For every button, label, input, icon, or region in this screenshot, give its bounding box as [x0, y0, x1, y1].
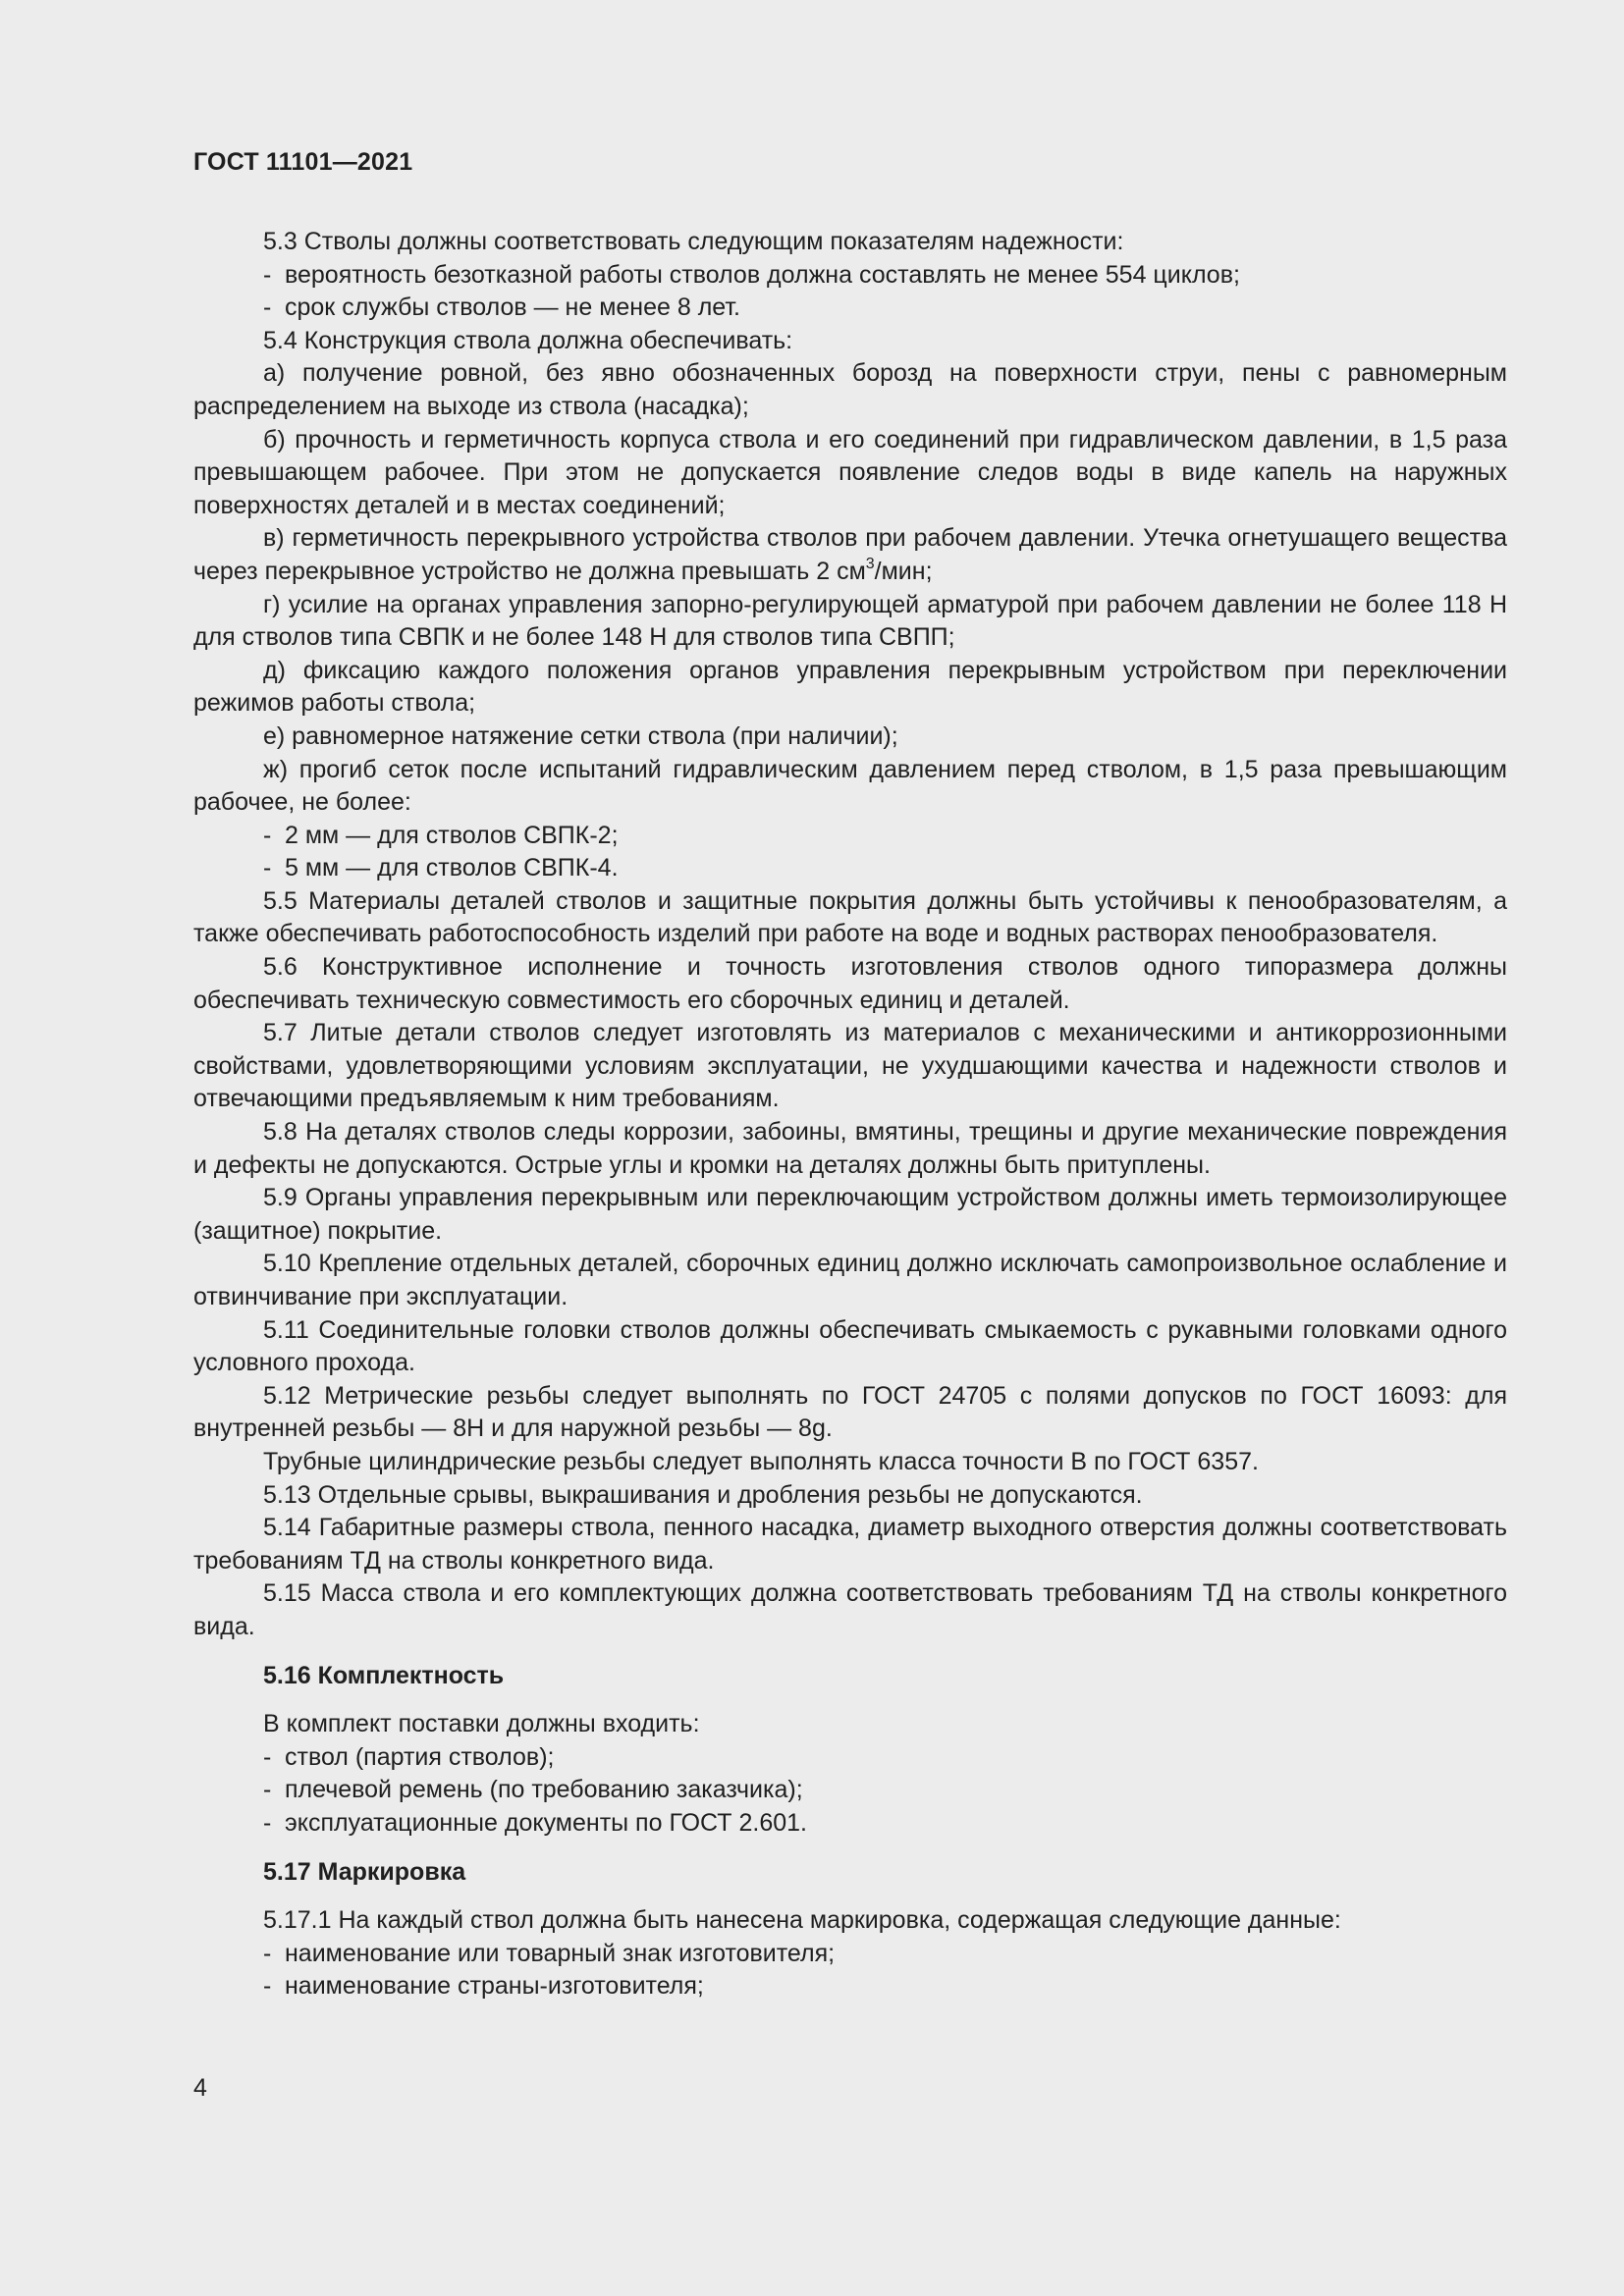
list-dash: - — [263, 821, 272, 849]
list-dash: - — [263, 1742, 272, 1771]
clause-5-12: 5.12 Метрические резьбы следует выполнять по ГОСТ 24705 с полями допусков по ГОСТ 16093: для внутренней резьбы — 8Н и для наружной резьбы — 8g. — [193, 1381, 1507, 1443]
clause-5-11: 5.11 Соединительные головки стволов должны обеспечивать смыкаемость с рукавными головками одного условного прохода. — [193, 1315, 1507, 1377]
list-dash: - — [263, 854, 272, 882]
clause-5-5: 5.5 Материалы деталей стволов и защитные покрытия должны быть устойчивы к пенообразователям, а также обеспечивать работоспособность изделий при работе на воде и водных растворах пенообразователя. — [193, 886, 1507, 948]
list-item: - вероятность безотказной работы стволов должна составлять не менее 554 циклов; — [193, 259, 1507, 293]
list-item: - 2 мм — для стволов СВПК-2; — [193, 820, 1507, 853]
clause-5-4-a: а) получение ровной, без явно обозначенных борозд на поверхности струи, пены с равномерным распределением на выходе из ствола (насадка); — [193, 359, 1507, 420]
clause-5-7: 5.7 Литые детали стволов следует изготовлять из материалов с механическими и антикоррозионными свойствами, удовлетворяющими условиям эксплуатации, не ухудшающими качества и надежности стволов и отвечающими предъявляемым к ним требованиям. — [193, 1019, 1507, 1113]
clause-5-13: 5.13 Отдельные срывы, выкрашивания и дробления резьбы не допускаются. — [263, 1480, 1143, 1509]
list-dash: - — [263, 294, 272, 322]
list-item: - 5 мм — для стволов СВПК-4. — [193, 852, 1507, 885]
clause-5-4-d: д) фиксацию каждого положения органов управления перекрывным устройством при переключении режимов работы ствола; — [193, 656, 1507, 718]
list-item: - наименование или товарный знак изготовителя; — [193, 1938, 1507, 1971]
clause-5-10: 5.10 Крепление отдельных деталей, сборочных единиц должно исключать самопроизвольное ослабление и отвинчивание при эксплуатации. — [193, 1250, 1507, 1310]
list-dash: - — [263, 1808, 272, 1837]
clause-5-15: 5.15 Масса ствола и его комплектующих должна соответствовать требованиям ТД на стволы конкретного вида. — [193, 1579, 1507, 1640]
clause-5-14: 5.14 Габаритные размеры ствола, пенного насадка, диаметр выходного отверстия должны соответствовать требованиям ТД на стволы конкретного вида. — [193, 1514, 1507, 1575]
clause-5-6: 5.6 Конструктивное исполнение и точность изготовления стволов одного типоразмера должны обеспечивать техническую совместимость его сборочных единиц и деталей. — [193, 953, 1507, 1014]
document-header: ГОСТ 11101—2021 — [193, 148, 413, 176]
clause-5-17-1: 5.17.1 На каждый ствол должна быть нанесена маркировка, содержащая следующие данные: — [263, 1906, 1341, 1935]
clause-5-4-g: г) усилие на органах управления запорно-регулирующей арматурой при рабочем давлении не более 118 Н для стволов типа СВПК и не более 148 Н для стволов типа СВПП; — [193, 590, 1507, 652]
clause-5-3: 5.3 Стволы должны соответствовать следующим показателям надежности: — [263, 228, 1124, 255]
list-item: - срок службы стволов — не менее 8 лет. — [193, 292, 1507, 325]
list-item: - наименование страны-изготовителя; — [193, 1970, 1507, 2003]
clause-5-12-pipe-threads: Трубные цилиндрические резьбы следует выполнять класса точности В по ГОСТ 6357. — [263, 1447, 1259, 1475]
list-dash: - — [263, 260, 272, 289]
list-dash: - — [263, 1972, 272, 2001]
clause-5-4: 5.4 Конструкция ствола должна обеспечивать: — [263, 326, 793, 354]
section-heading-5-16: 5.16 Комплектность — [263, 1661, 505, 1689]
clause-5-4-b: б) прочность и герметичность корпуса ствола и его соединений при гидравлическом давлении, в 1,5 раза превышающем рабочее. При этом не допускается появление следов воды в виде капель на наружных поверхностях деталей и в местах соединений; — [193, 425, 1507, 519]
list-item: - эксплуатационные документы по ГОСТ 2.601. — [193, 1807, 1507, 1841]
list-item: - ствол (партия стволов); — [193, 1741, 1507, 1775]
page-number: 4 — [193, 2074, 207, 2102]
clause-5-4-e: е) равномерное натяжение сетки ствола (при наличии); — [263, 721, 898, 750]
list-dash: - — [263, 1939, 272, 1967]
list-dash: - — [263, 1776, 272, 1804]
section-heading-5-17: 5.17 Маркировка — [263, 1857, 466, 1886]
superscript: 3 — [865, 555, 875, 572]
clause-5-8: 5.8 На деталях стволов следы коррозии, забоины, вмятины, трещины и другие механические повреждения и дефекты не допускаются. Острые углы и кромки на деталях должны быть притуплены. — [193, 1118, 1507, 1179]
clause-5-4-v: в) герметичность перекрывного устройства стволов при рабочем давлении. Утечка огнетушащего вещества через перекрывное устройство не должна превышать 2 $см^3$/мин; — [193, 524, 1507, 585]
list-item: - плечевой ремень (по требованию заказчика); — [193, 1774, 1507, 1807]
document-body — [193, 226, 1507, 2003]
clause-5-4-zh: ж) прогиб сеток после испытаний гидравлическим давлением перед стволом, в 1,5 раза превышающим рабочее, не более: — [193, 755, 1507, 817]
clause-5-9: 5.9 Органы управления перекрывным или переключающим устройством должны иметь термоизолирующее (защитное) покрытие. — [193, 1184, 1507, 1245]
clause-5-16-intro: В комплект поставки должны входить: — [263, 1710, 700, 1738]
